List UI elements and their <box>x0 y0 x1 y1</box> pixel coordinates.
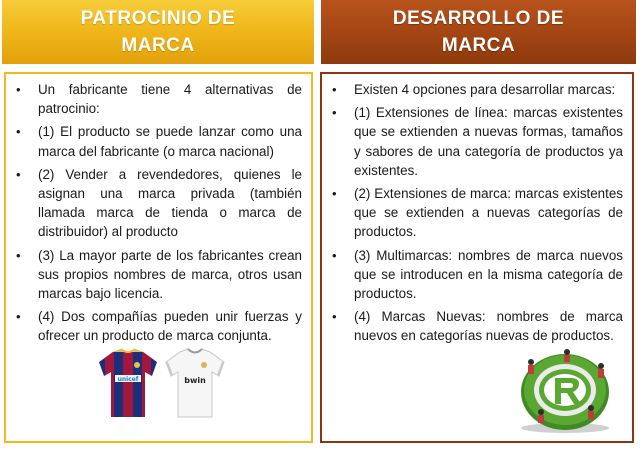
header-desarrollo <box>321 0 636 64</box>
list-item <box>330 246 623 304</box>
header-patrocinio-line1: PATROCINIO DE <box>80 8 236 29</box>
list-item <box>330 184 623 242</box>
list-item <box>14 246 302 304</box>
list-item <box>330 80 623 99</box>
desarrollo-list <box>330 80 623 346</box>
list-item-text: Un fabricante tiene 4 alternativas de patrocinio: <box>38 82 302 117</box>
header-desarrollo-line2: MARCA <box>441 35 516 56</box>
real-madrid-jersey-icon <box>164 348 226 418</box>
bullet: • <box>332 105 337 121</box>
list-item <box>14 80 302 118</box>
bullet: • <box>332 309 337 325</box>
bullet: • <box>332 247 337 263</box>
list-item-text: (4) Marcas Nuevas: nombres de marca nuevos en categorías nuevas de productos. <box>354 309 623 344</box>
svg-text:bwin: bwin <box>184 376 206 385</box>
list-item-text: (2) Vender a revendedores, quienes le asignan una marca privada (también llamada marca de tienda o marca de distribuidor) al producto <box>38 166 302 240</box>
list-item-text: (3) La mayor parte de los fabricantes crean sus propios nombres de marca, otros usan marcas bajo licencia. <box>38 247 302 302</box>
barcelona-jersey-icon <box>97 348 159 418</box>
bullet: • <box>16 82 21 97</box>
header-desarrollo-line1: DESARROLLO DE <box>392 8 565 29</box>
list-item-text: (1) Extensiones de línea: marcas existentes que se extienden a nuevas formas, tamaños y sabores de una categoría de productos ya existentes. <box>354 105 623 178</box>
list-item-text: (3) Multimarcas: nombres de marca nuevos que se introducen en la misma categoría de productos. <box>354 247 623 302</box>
svg-text:unicef: unicef <box>117 376 139 383</box>
bullet: • <box>16 247 21 263</box>
bullet: • <box>16 309 21 325</box>
panel-patrocinio <box>4 72 313 443</box>
list-item-text: (1) El producto se puede lanzar como una marca del fabricante (o marca nacional) <box>38 124 302 159</box>
header-patrocinio-line2: MARCA <box>121 35 195 56</box>
bullet: • <box>16 166 21 182</box>
header-patrocinio <box>2 0 314 64</box>
registered-trademark-icon <box>511 344 619 434</box>
list-item <box>330 307 623 345</box>
list-item <box>14 307 302 345</box>
bullet: • <box>332 82 337 97</box>
list-item-text: (4) Dos compañías pueden unir fuerzas y ofrecer un producto de marca conjunta. <box>38 309 302 344</box>
bullet: • <box>332 186 337 202</box>
list-item <box>14 122 302 160</box>
patrocinio-list <box>14 80 302 346</box>
list-item-text: Existen 4 opciones para desarrollar marcas: <box>354 82 616 97</box>
jerseys-image <box>97 348 227 420</box>
list-item <box>330 103 623 180</box>
panel-desarrollo <box>320 72 634 443</box>
bullet: • <box>16 124 21 140</box>
list-item-text: (2) Extensiones de marca: marcas existentes que se extienden a nuevas categorías de productos. <box>354 186 623 240</box>
list-item <box>14 165 302 242</box>
